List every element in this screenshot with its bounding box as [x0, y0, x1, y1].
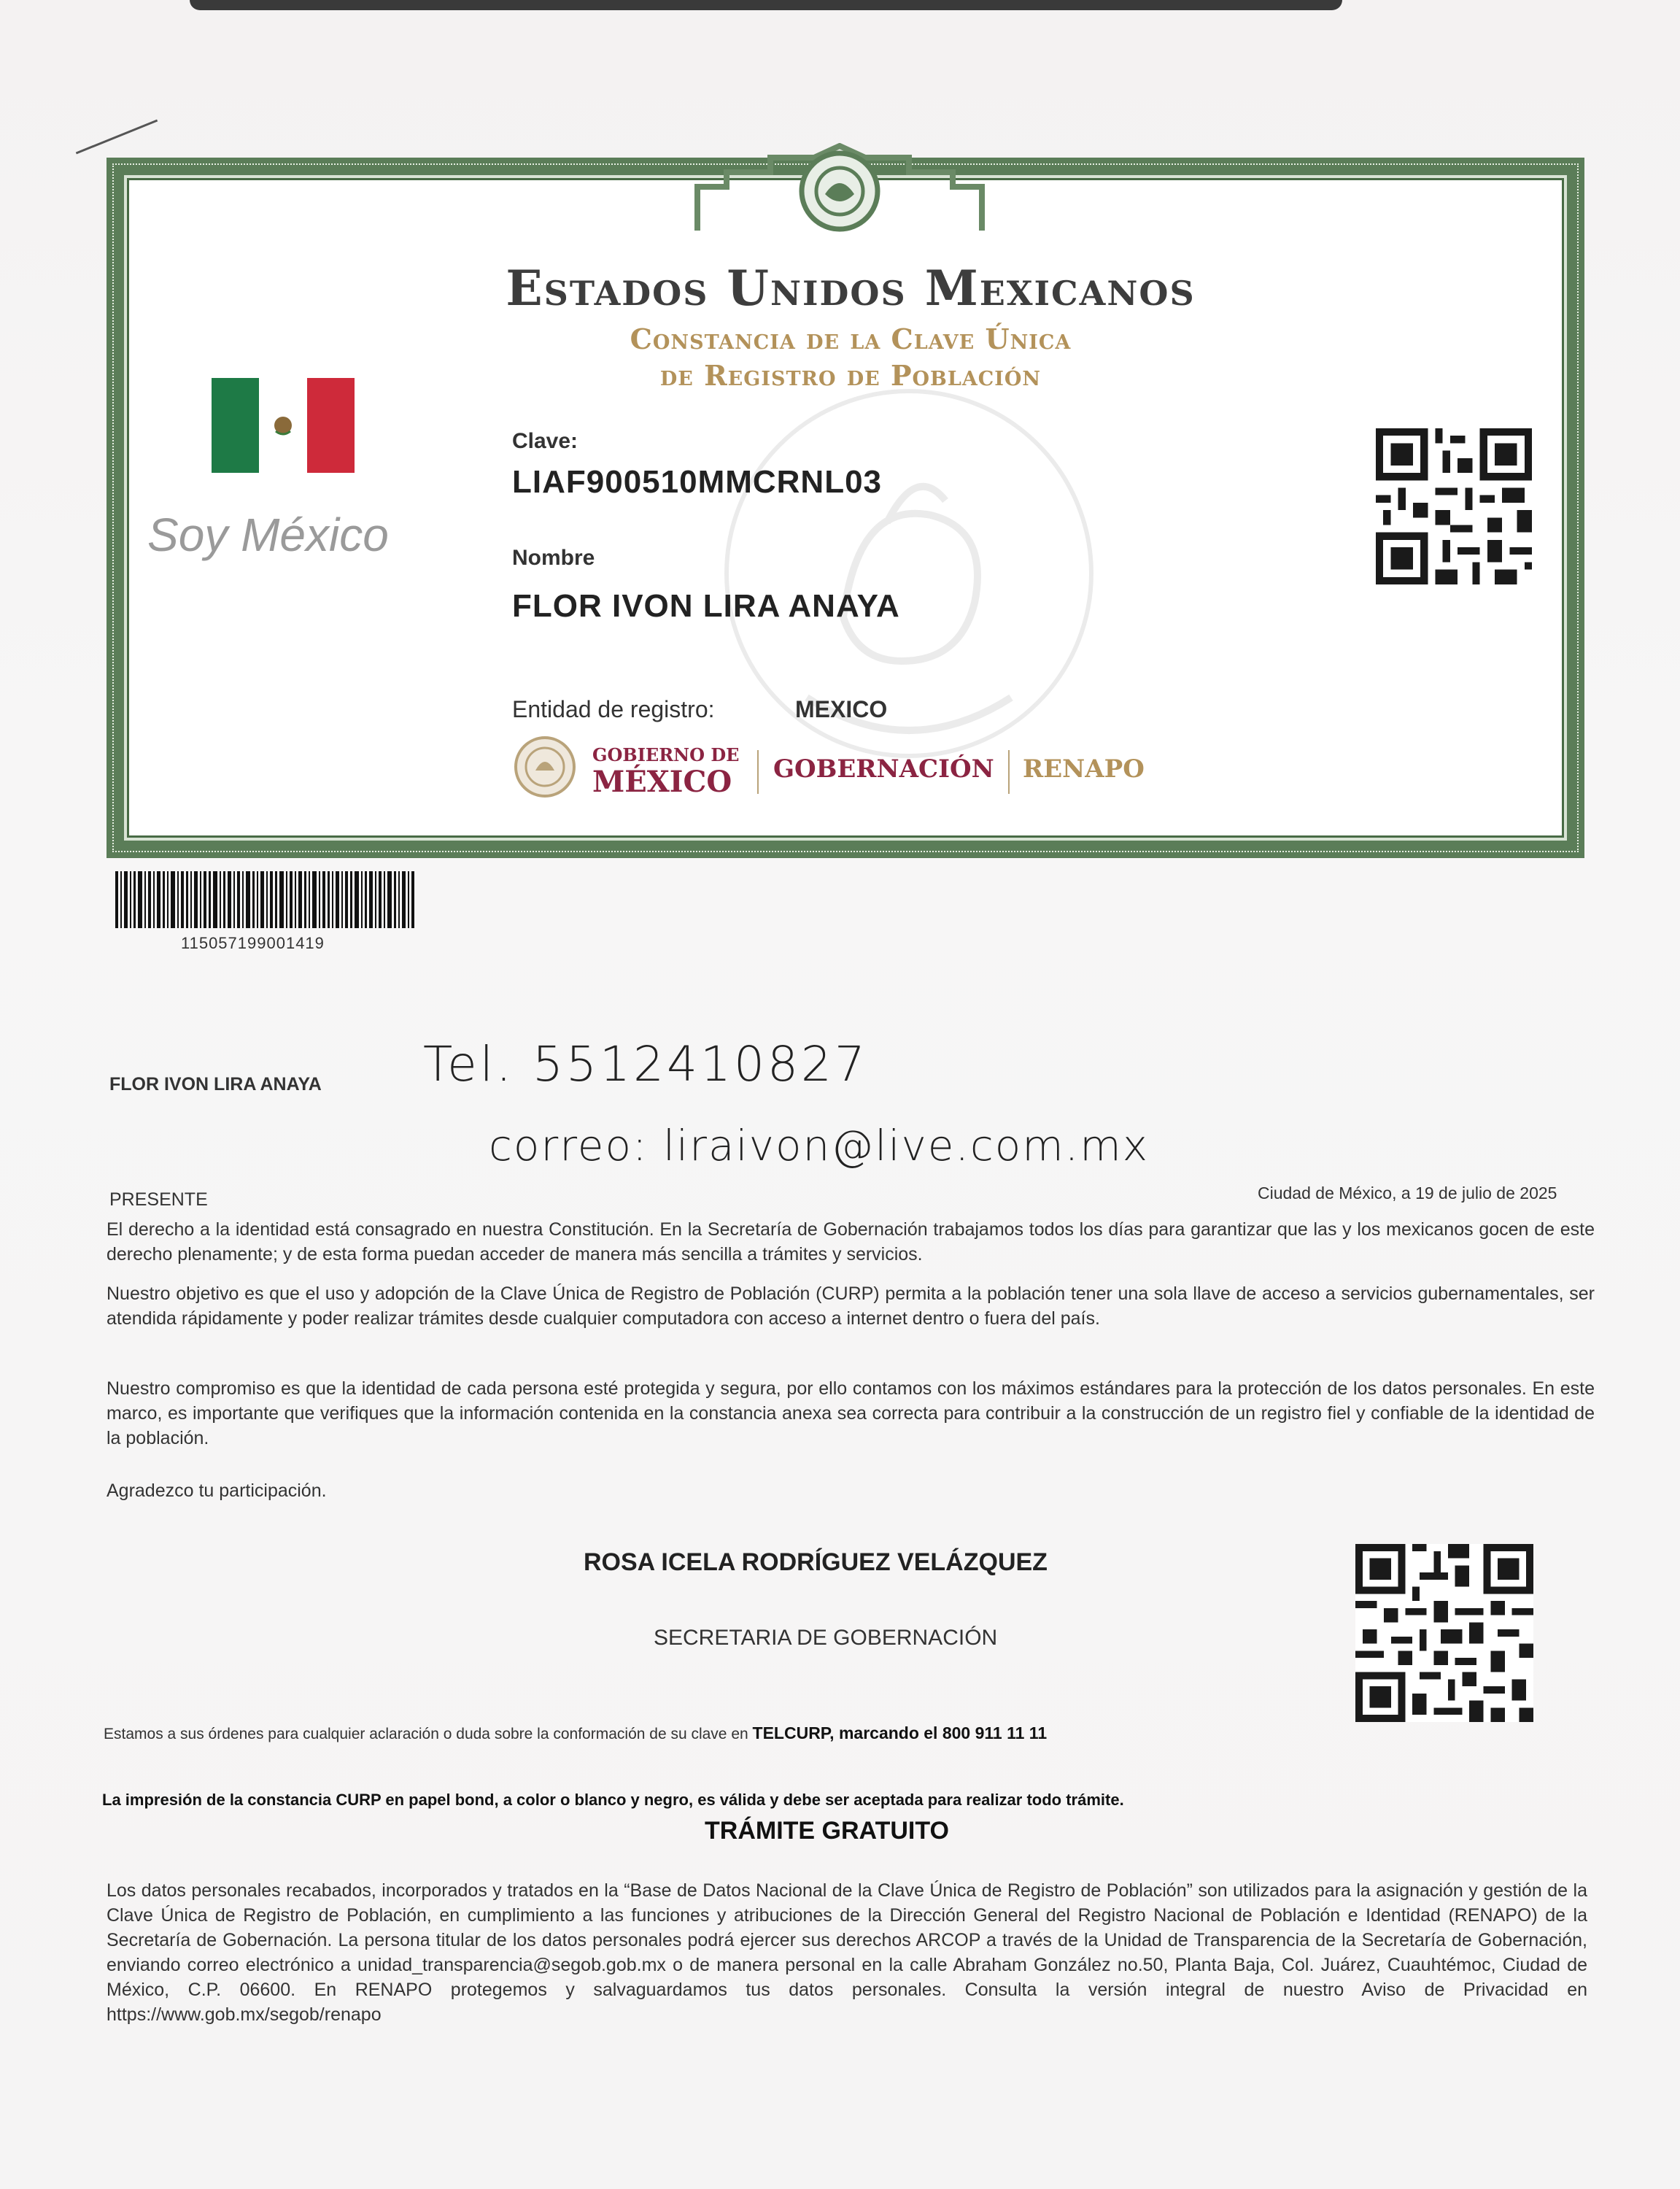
paragraph-commitment: Nuestro compromiso es que la identidad de cada persona esté protegida y segura, por ello contamos con los máximos estándares para la protección de los datos personales. En este marco, es importante que verifiques que la información contenida en la constancia anexa sea correcta para contribuir a la construcción de un registro fiel y confiable de la identidad de la población. [107, 1378, 1595, 1448]
paragraph-thanks: Agradezco tu participación. [107, 1480, 327, 1501]
certificate-title: Estados Unidos Mexicanos [506, 260, 1196, 317]
entidad-value: MEXICO [795, 696, 888, 722]
barcode-icon [115, 871, 414, 928]
privacy-notice: Los datos personales recabados, incorporados y tratados en la “Base de Datos Nacional de la Clave Única de Registro de Población” son utilizados para la asignación y gestión de la Clave Única de Registro de Población, en cumplimiento a las funciones y atribuciones de la Dirección General del Registro Nacional de Población e Identidad (RENAPO) de la Secretaría de Gobernación. La persona titular de los datos personales podrá ejercer sus derechos ARCOP a través de la Unidad de Transparencia de la Secretaría de Gobernación, enviando correo electrónico a unidad_transparencia@segob.gob.mx o de manera personal en la calle Abraham González no.50, Planta Baja, Col. Juárez, Cuauhtémoc, Ciudad de México, C.P. 06600. En RENAPO protegemos y salvaguardamos tus datos personales. Consulta la versión integral de nuestro Aviso de Privacidad en https://www.gob.mx/segob/renapo [107, 1880, 1587, 2025]
clave-value: LIAF900510MMCRNL03 [512, 464, 883, 500]
barcode-number: 115057199001419 [181, 934, 325, 952]
certificate-subtitle-line2: de Registro de Población [659, 359, 1042, 392]
logo-divider [757, 750, 759, 794]
gobernacion-logo: GOBERNACIÓN [773, 754, 994, 784]
soy-mexico-logo: Soy México [147, 509, 389, 561]
telcurp-number: TELCURP, marcando el 800 911 11 11 [752, 1723, 1048, 1742]
logo-divider [1008, 750, 1010, 794]
handwritten-email: correo: liraivon@live.com.mx [489, 1121, 1150, 1170]
telcurp-text: Estamos a sus órdenes para cualquier aclaración o duda sobre la conformación de su clave en [104, 1726, 753, 1742]
government-logos [512, 733, 1242, 806]
gobierno-logo-line1: GOBIERNO DE [592, 744, 740, 765]
clave-label: Clave: [512, 429, 578, 453]
paragraph-objective: Nuestro objetivo es que el uso y adopción de la Clave Única de Registro de Población (CURP) permita a la población tener una sola llave de acceso a servicios gubernamentales, ser atendida rápidamente y poder realizar trámites desde cualquier computadora con acceso a internet dentro o fuera del país. [107, 1283, 1595, 1329]
nombre-value: FLOR IVON LIRA ANAYA [512, 588, 900, 624]
signature-qr-code-icon [1351, 1544, 1538, 1722]
handwritten-phone: Tel. 5512410827 [423, 1036, 868, 1092]
tramite-gratuito: TRÁMITE GRATUITO [705, 1817, 949, 1845]
renapo-logo: RENAPO [1023, 754, 1145, 784]
qr-code-icon [1376, 426, 1532, 587]
curp-certificate [107, 143, 1584, 858]
presente-label: PRESENTE [109, 1189, 208, 1210]
mexican-flag-icon [212, 378, 355, 473]
signer-role: SECRETARIA DE GOBERNACIÓN [654, 1626, 998, 1650]
telcurp-notice [104, 1723, 1047, 1743]
scan-edge [190, 0, 1342, 10]
gobierno-seal-icon [512, 734, 578, 800]
nombre-label: Nombre [512, 546, 595, 570]
signer-name: ROSA ICELA RODRÍGUEZ VELÁZQUEZ [584, 1548, 1048, 1576]
addressee-name: FLOR IVON LIRA ANAYA [109, 1074, 322, 1094]
national-crest-icon [683, 143, 996, 238]
entidad-label: Entidad de registro: [512, 696, 715, 722]
impresion-notice: La impresión de la constancia CURP en papel bond, a color o blanco y negro, es válida y debe ser aceptada para realizar todo trámite. [102, 1791, 1124, 1809]
gobierno-logo-line2: MÉXICO [592, 765, 732, 799]
certificate-subtitle-line1: Constancia de la Clave Única [630, 323, 1072, 355]
paragraph-identity: El derecho a la identidad está consagrado en nuestra Constitución. En la Secretaría de Gobernación trabajamos todos los días para garantizar que las y los mexicanos gocen de este derecho plenamente; y de esta forma puedan acceder de manera más sencilla a trámites y servicios. [107, 1219, 1595, 1265]
letter-date: Ciudad de México, a 19 de julio de 2025 [1258, 1184, 1557, 1202]
